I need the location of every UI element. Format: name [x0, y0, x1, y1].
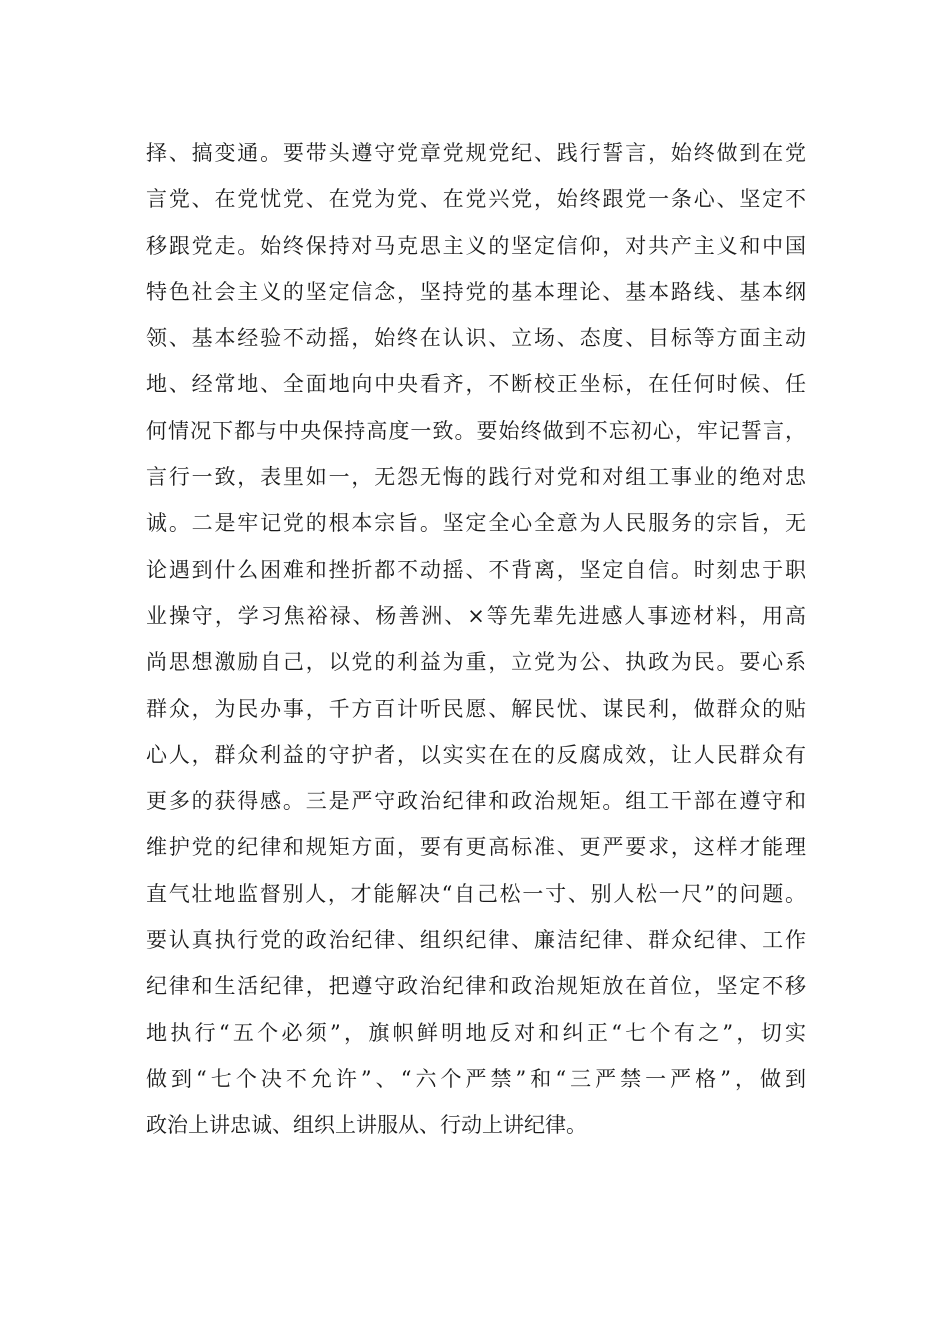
text-line-15: 更多的获得感。三是严守政治纪律和政治规矩。组工干部在遵守和 — [146, 789, 806, 814]
text-line-9: 诚。二是牢记党的根本宗旨。坚定全心全意为人民服务的宗旨，无 — [146, 511, 806, 536]
text-line-20: 地执行“五个必须”，旗帜鲜明地反对和纠正“七个有之”，切实 — [146, 1020, 806, 1045]
text-line-5: 领、基本经验不动摇，始终在认识、立场、态度、目标等方面主动 — [146, 326, 806, 351]
text-line-12: 尚思想激励自己，以党的利益为重，立党为公、执政为民。要心系 — [146, 650, 806, 675]
text-line-18: 要认真执行党的政治纪律、组织纪律、廉洁纪律、群众纪律、工作 — [146, 928, 806, 953]
text-line-1: 择、搞变通。要带头遵守党章党规党纪、践行誓言，始终做到在党 — [146, 141, 806, 165]
text-line-10: 论遇到什么困难和挫折都不动摇、不背离，坚定自信。时刻忠于职 — [146, 557, 806, 582]
text-line-13: 群众，为民办事，千方百计听民愿、解民忧、谋民利，做群众的贴 — [146, 696, 806, 721]
text-line-4: 特色社会主义的坚定信念，坚持党的基本理论、基本路线、基本纲 — [146, 279, 806, 304]
text-line-7: 何情况下都与中央保持高度一致。要始终做到不忘初心，牢记誓言， — [146, 418, 806, 443]
text-line-21: 做到“七个决不允许”、“六个严禁”和“三严禁一严格”，做到 — [146, 1066, 806, 1091]
text-line-14: 心人，群众利益的守护者，以实实在在的反腐成效，让人民群众有 — [146, 742, 806, 767]
text-line-16: 维护党的纪律和规矩方面，要有更高标准、更严要求，这样才能理 — [146, 835, 806, 860]
text-line-22: 政治上讲忠诚、组织上讲服从、行动上讲纪律。 — [146, 1113, 587, 1138]
body-text — [146, 130, 806, 1149]
text-line-2: 言党、在党忧党、在党为党、在党兴党，始终跟党一条心、坚定不 — [146, 187, 806, 212]
text-line-11: 业操守，学习焦裕禄、杨善洲、×等先辈先进感人事迹材料，用高 — [146, 603, 806, 628]
text-line-17: 直气壮地监督别人，才能解决“自己松一寸、别人松一尺”的问题。 — [146, 881, 806, 906]
text-line-3: 移跟党走。始终保持对马克思主义的坚定信仰，对共产主义和中国 — [146, 233, 806, 258]
text-line-6: 地、经常地、全面地向中央看齐，不断校正坐标，在任何时候、任 — [146, 372, 806, 397]
text-line-19: 纪律和生活纪律，把遵守政治纪律和政治规矩放在首位，坚定不移 — [146, 974, 806, 999]
text-line-8: 言行一致，表里如一，无怨无悔的践行对党和对组工事业的绝对忠 — [146, 465, 806, 490]
